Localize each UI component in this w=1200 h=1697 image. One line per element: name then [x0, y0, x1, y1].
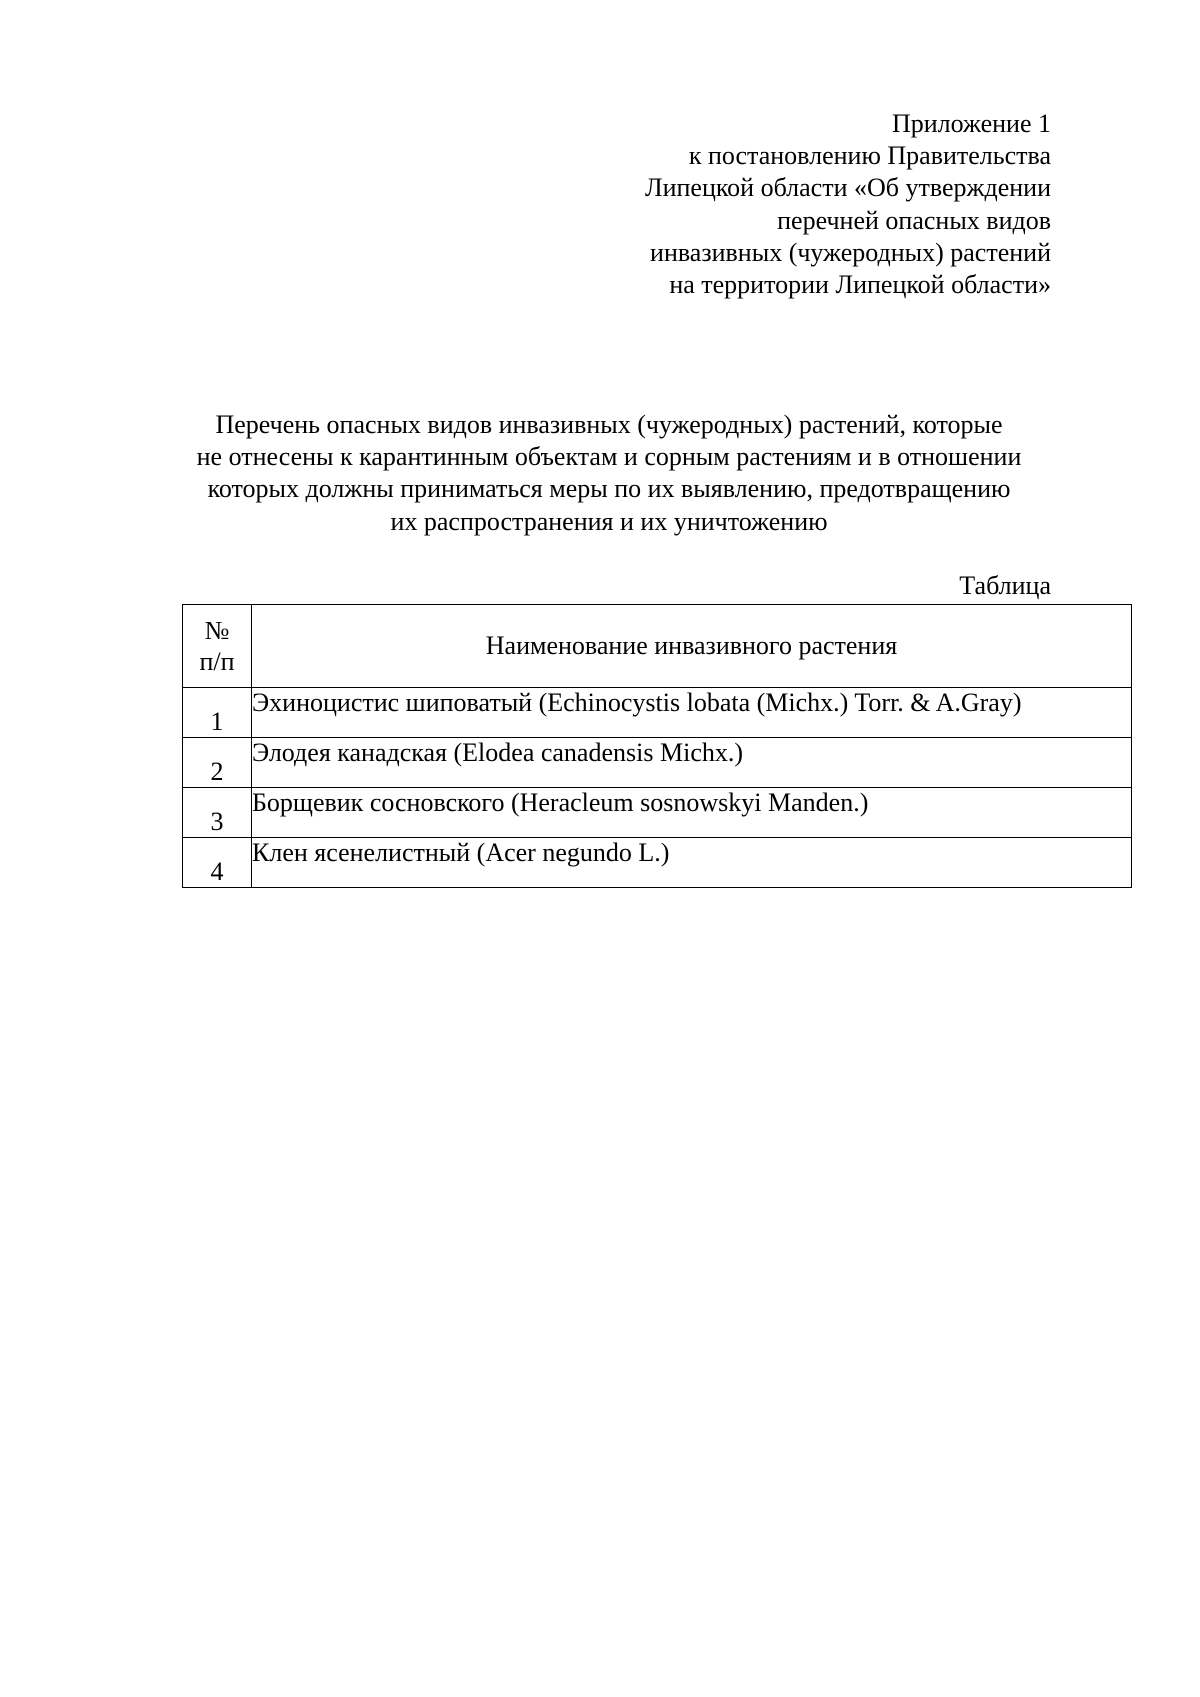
table-row — [183, 738, 1132, 788]
title-line: которых должны приниматься меры по их выявлению, предотвращению — [207, 474, 1011, 504]
table-caption: Таблица — [959, 571, 1051, 600]
title-line: не отнесены к карантинным объектам и сорным растениям и в отношении — [196, 442, 1022, 472]
document-title — [160, 409, 1058, 538]
header-number-cell — [183, 605, 252, 688]
plant-name: Эхиноцистис шиповатый (Echinocystis lobata (Michx.) Torr. & A.Gray) — [252, 688, 1132, 738]
title-line: Перечень опасных видов инвазивных (чужеродных) растений, которые — [215, 410, 1003, 439]
plant-name: Борщевик сосновского (Heracleum sosnowskyi Manden.) — [252, 788, 1132, 838]
species-table — [182, 604, 1132, 888]
header-number-abbrev: п/п — [199, 647, 235, 676]
table-row — [183, 788, 1132, 838]
appendix-line: на территории Липецкой области» — [669, 270, 1051, 300]
appendix-line: перечней опасных видов — [777, 205, 1051, 235]
plant-name: Клен ясенелистный (Acer negundo L.) — [252, 838, 1132, 888]
header-name-cell: Наименование инвазивного растения — [252, 605, 1132, 688]
row-number: 4 — [183, 838, 252, 888]
title-line: их распространения и их уничтожению — [390, 506, 828, 536]
appendix-line: Липецкой области «Об утверждении — [644, 173, 1051, 203]
appendix-line: инвазивных (чужеродных) растений — [650, 237, 1051, 267]
table-header-row — [183, 605, 1132, 688]
appendix-line: к постановлению Правительства — [688, 141, 1051, 171]
appendix-reference — [645, 108, 1051, 301]
row-number: 2 — [183, 738, 252, 788]
plant-name: Элодея канадская (Elodea canadensis Michx.) — [252, 738, 1132, 788]
table-row — [183, 838, 1132, 888]
table-row — [183, 688, 1132, 738]
row-number: 1 — [183, 688, 252, 738]
header-number-symbol: № — [204, 616, 230, 645]
appendix-line: Приложение 1 — [891, 109, 1051, 138]
row-number: 3 — [183, 788, 252, 838]
